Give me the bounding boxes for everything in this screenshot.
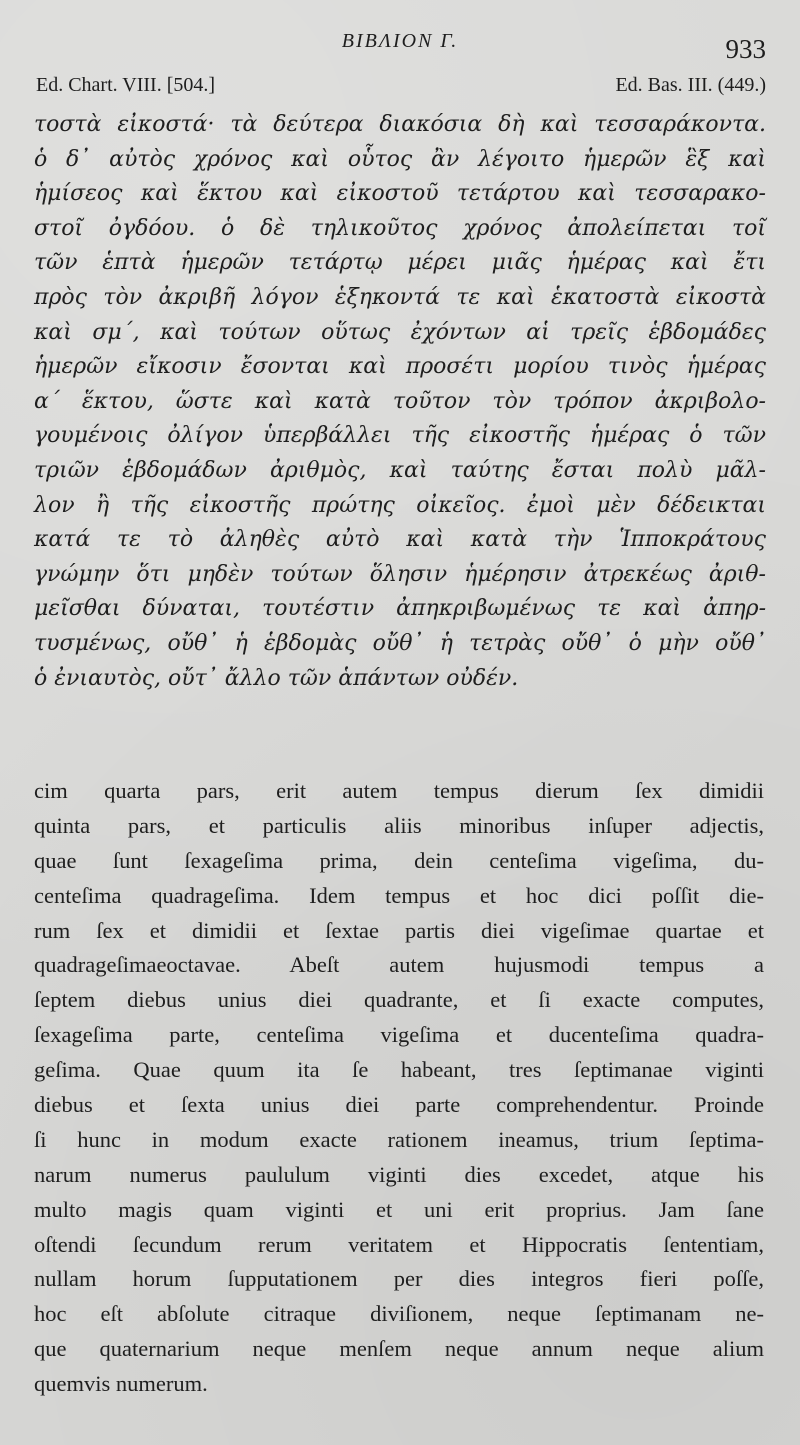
latin-text-line: ſexageſima parte, centeſima vigeſima et ducenteſima quadra- <box>34 1022 764 1048</box>
greek-text-block <box>34 108 766 696</box>
greek-text-line: γουμένοις ὀλίγον ὑπερβάλλει τῆς εἰκοστῆς ἡμέρας ὁ τῶν <box>34 423 766 449</box>
latin-text-line: quae ſunt ſexageſima prima, dein centeſima vigeſima, du- <box>34 847 764 873</box>
latin-text-line: multo magis quam viginti et uni erit proprius. Jam ſane <box>34 1196 764 1222</box>
greek-text-line: ἡμίσεος καὶ ἕκτου καὶ εἰκοστοῦ τετάρτου καὶ τεσσαρακο- <box>34 181 766 207</box>
latin-text-line: oſtendi ſecundum rerum veritatem et Hippocratis ſententiam, <box>34 1231 764 1257</box>
greek-text-line: ὁ δ᾽ αὐτὸς χρόνος καὶ οὗτος ἂν λέγοιτο ἡμερῶν ἓξ καὶ <box>34 146 766 172</box>
latin-text-line: ſeptem diebus unius diei quadrante, et ſi exacte computes, <box>34 987 764 1013</box>
latin-text-line: rum ſex et dimidii et ſextae partis diei vigeſimae quartae et <box>34 917 764 943</box>
greek-text-line: ὁ ἐνιαυτὸς, οὔτ᾽ ἄλλο τῶν ἁπάντων οὐδέν. <box>34 665 519 691</box>
latin-text-block <box>34 774 764 1402</box>
greek-text-line: τῶν ἑπτὰ ἡμερῶν τετάρτῳ μέρει μιᾶς ἡμέρας καὶ ἔτι <box>34 250 766 276</box>
latin-text-line: geſima. Quae quum ita ſe habeant, tres ſeptimanae viginti <box>34 1057 764 1083</box>
greek-text-line: τριῶν ἑβδομάδων ἀριθμὸς, καὶ ταύτης ἔσται πολὺ μᾶλ- <box>34 457 766 483</box>
greek-text-line: στοῖ ὀγδόου. ὁ δὲ τηλικοῦτος χρόνος ἀπολείπεται τοῖ <box>34 215 766 241</box>
latin-text-line: hoc eſt abſolute citraque diviſionem, neque ſeptimanam ne- <box>34 1301 764 1327</box>
latin-text-line: cim quarta pars, erit autem tempus dierum ſex dimidii <box>34 778 764 803</box>
latin-text-line: ſi hunc in modum exacte rationem ineamus, trium ſeptima- <box>34 1126 764 1152</box>
latin-text-line: narum numerus paululum viginti dies excedet, atque his <box>34 1161 764 1187</box>
running-title: BIBΛIOΝ Γ. <box>341 30 459 52</box>
latin-text-line: centeſima quadrageſima. Idem tempus et hoc dici poſſit die- <box>34 882 764 908</box>
greek-text-line: μεῖσθαι δύναται, τουτέστιν ἀπηκριβωμένως τε καὶ ἀπηρ- <box>34 596 766 622</box>
greek-text-line: κατά τε τὸ ἀληθὲς αὐτὸ καὶ κατὰ τὴν Ἱπποκράτους <box>34 527 766 553</box>
latin-text-line: diebus et ſexta unius diei parte comprehendentur. Proinde <box>34 1092 764 1118</box>
latin-text-line: que quaternarium neque menſem neque annum neque alium <box>34 1336 764 1362</box>
greek-text-line: λον ἢ τῆς εἰκοστῆς πρώτης οἰκεῖος. ἐμοὶ μὲν δέδεικται <box>34 492 766 518</box>
greek-text-line: τοστὰ εἰκοστά· τὰ δεύτερα διακόσια δὴ καὶ τεσσαράκοντα. <box>34 112 766 137</box>
greek-text-line: α΄ ἕκτου, ὥστε καὶ κατὰ τοῦτον τὸν τρόπον ἀκριβολο- <box>34 388 766 414</box>
edition-reference-line <box>36 74 766 97</box>
latin-text-line: nullam horum ſupputationem per dies integros fieri poſſe, <box>34 1266 764 1292</box>
latin-text-line: quemvis numerum. <box>34 1371 208 1397</box>
latin-text-line: quadrageſimaeoctavae. Abeſt autem hujusmodi tempus a <box>34 952 764 978</box>
edition-reference-left: Ed. Chart. VIII. [504.] <box>36 74 216 96</box>
greek-text-line: γνώμην ὅτι μηδὲν τούτων ὅλησιν ἡμέρησιν ἀτρεκέως ἀριθ- <box>34 561 766 587</box>
greek-text-line: καὶ σμ΄, καὶ τούτων οὕτως ἐχόντων αἱ τρεῖς ἑβδομάδες <box>34 319 766 345</box>
greek-text-line: πρὸς τὸν ἀκριβῆ λόγον ἑξηκοντά τε καὶ ἑκατοστὰ εἰκοστὰ <box>34 284 766 310</box>
edition-reference-right: Ed. Bas. III. (449.) <box>615 74 766 96</box>
latin-text-line: quinta pars, et particulis aliis minoribus inſuper adjectis, <box>34 812 764 838</box>
page-number: 933 <box>725 34 766 64</box>
greek-text-line: τυσμένως, οὔθ᾽ ἡ ἑβδομὰς οὔθ᾽ ἡ τετρὰς οὔθ᾽ ὁ μὴν οὔθ᾽ <box>34 630 766 656</box>
greek-text-line: ἡμερῶν εἴκοσιν ἔσονται καὶ προσέτι μορίου τινὸς ἡμέρας <box>34 354 766 380</box>
